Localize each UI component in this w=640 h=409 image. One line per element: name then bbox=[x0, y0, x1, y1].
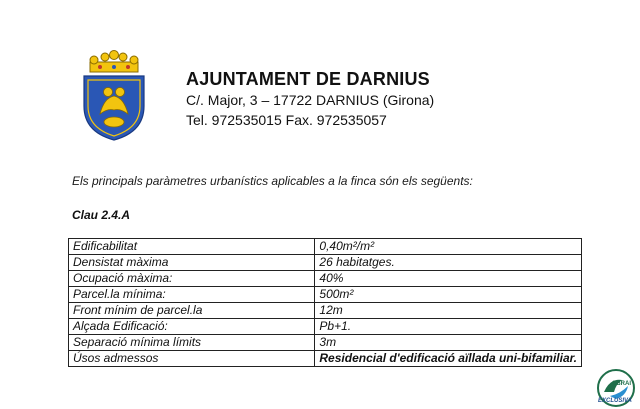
param-value: 500m² bbox=[315, 287, 582, 303]
table-row bbox=[69, 287, 582, 303]
param-value: 12m bbox=[315, 303, 582, 319]
organization-phone: Tel. 972535015 Fax. 972535057 bbox=[186, 112, 387, 128]
param-value: 3m bbox=[315, 335, 582, 351]
param-label: Densistat màxima bbox=[69, 255, 315, 271]
coat-of-arms-icon bbox=[78, 48, 150, 144]
letterhead bbox=[186, 68, 434, 130]
table-row bbox=[69, 255, 582, 271]
table-row bbox=[69, 303, 582, 319]
param-label: Alçada Edificació: bbox=[69, 319, 315, 335]
param-value: Pb+1. bbox=[315, 319, 582, 335]
param-value: 40% bbox=[315, 271, 582, 287]
table-row bbox=[69, 271, 582, 287]
param-label: Ocupació màxima: bbox=[69, 271, 315, 287]
param-label: Úsos admessos bbox=[69, 351, 315, 367]
table-row bbox=[69, 319, 582, 335]
zoning-key: Clau 2.4.A bbox=[72, 208, 131, 222]
table-row bbox=[69, 239, 582, 255]
table-row bbox=[69, 335, 582, 351]
table-row bbox=[69, 351, 582, 367]
param-value: Residencial d'edificació aïllada uni-bifamiliar. bbox=[315, 351, 582, 367]
param-value: 26 habitatges. bbox=[315, 255, 582, 271]
organization-name: AJUNTAMENT DE DARNIUS bbox=[186, 69, 430, 89]
param-label: Separació mínima límits bbox=[69, 335, 315, 351]
param-label: Front mínim de parcel.la bbox=[69, 303, 315, 319]
badge-brand: CBRAI bbox=[612, 381, 631, 387]
param-label: Edificabilitat bbox=[69, 239, 315, 255]
intro-text: Els principals paràmetres urbanístics aplicables a la finca són els següents: bbox=[72, 174, 473, 188]
organization-address: C/. Major, 3 – 17722 DARNIUS (Girona) bbox=[186, 92, 435, 108]
param-label: Parcel.la mínima: bbox=[69, 287, 315, 303]
param-value: 0,40m²/m² bbox=[315, 239, 582, 255]
badge-exclusive: EXCLUSIVA bbox=[598, 398, 632, 404]
urban-parameters-table bbox=[68, 238, 582, 367]
